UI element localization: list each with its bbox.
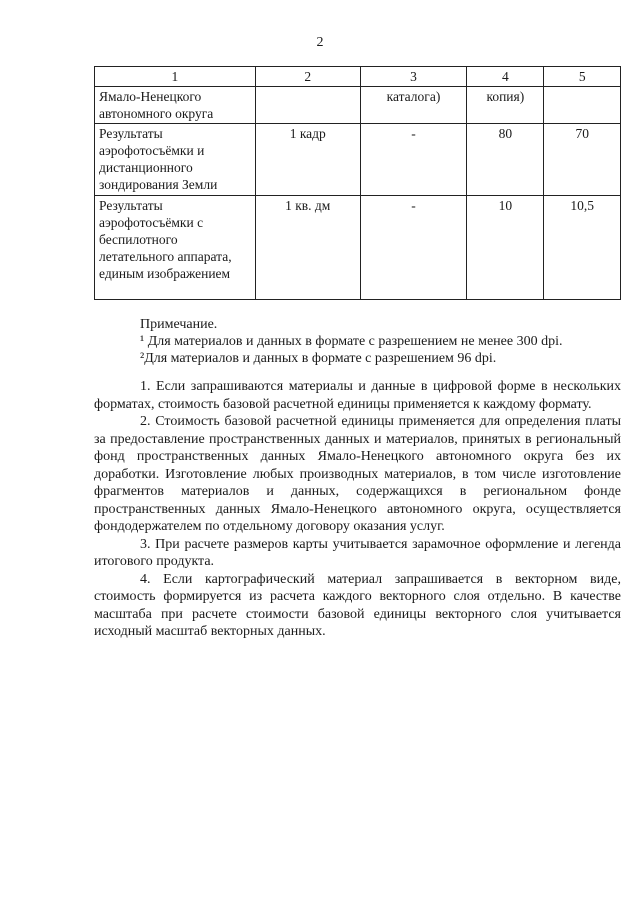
paragraph-2: 2. Стоимость базовой расчетной единицы применяется для определения платы за предоставление пространственных данных и материалов, принятых в региональный фонд пространственных данных Ямало-Ненецкого автономного округа без их доработки. Изготовление любых производных материалов, в том числе изготовление фрагментов материалов и данных, содержащихся в региональном фонде пространственных данных Ямало-Ненецкого автономного округа, осуществляется фондодержателем по отдельному договору оказания услуг. — [94, 414, 621, 534]
paragraph-1: 1. Если запрашиваются материалы и данные в цифровой форме в нескольких форматах, стоимость базовой расчетной единицы применяется к каждому формату. — [94, 379, 621, 412]
table-cell: 1 кадр — [255, 124, 360, 196]
footnote-1: ¹ Для материалов и данных в формате с разрешением не менее 300 dpi. — [140, 334, 563, 349]
table-row — [95, 196, 621, 300]
note-title: Примечание. — [140, 317, 218, 332]
paragraph-4: 4. Если картографический материал запрашивается в векторном виде, стоимость формируется из расчета каждого векторного слоя отдельно. В качестве масштаба при расчете стоимости базовой единицы векторного слоя учитывается исходный масштаб векторных данных. — [94, 571, 621, 639]
table-cell: 70 — [544, 124, 621, 196]
table-row — [95, 87, 621, 124]
table-cell — [255, 87, 360, 124]
footnotes — [140, 316, 563, 367]
table-cell: Результаты аэрофотосъёмки с беспилотного летательного аппарата, единым изображением — [95, 196, 256, 300]
table-cell: Результаты аэрофотосъёмки и дистанционного зондирования Земли — [95, 124, 256, 196]
header-cell-4: 4 — [467, 67, 544, 87]
header-cell-1: 1 — [95, 67, 256, 87]
page-number: 2 — [316, 35, 324, 50]
paragraph-3: 3. При расчете размеров карты учитывается зарамочное оформление и легенда итогового продукта. — [94, 536, 621, 569]
table-cell: 1 кв. дм — [255, 196, 360, 300]
header-cell-3: 3 — [360, 67, 466, 87]
table-cell: Ямало-Ненецкого автономного округа — [95, 87, 256, 124]
table-cell — [544, 87, 621, 124]
table-cell: копия) — [467, 87, 544, 124]
body-text — [94, 378, 621, 641]
header-cell-2: 2 — [255, 67, 360, 87]
table-cell: - — [360, 124, 466, 196]
tariff-table — [94, 66, 621, 300]
table-cell: 10 — [467, 196, 544, 300]
table-row — [95, 124, 621, 196]
footnote-2: ²Для материалов и данных в формате с разрешением 96 dpi. — [140, 351, 497, 366]
table-header-row — [95, 67, 621, 87]
table-cell: - — [360, 196, 466, 300]
table-cell: каталога) — [360, 87, 466, 124]
table-cell: 80 — [467, 124, 544, 196]
table-cell: 10,5 — [544, 196, 621, 300]
header-cell-5: 5 — [544, 67, 621, 87]
